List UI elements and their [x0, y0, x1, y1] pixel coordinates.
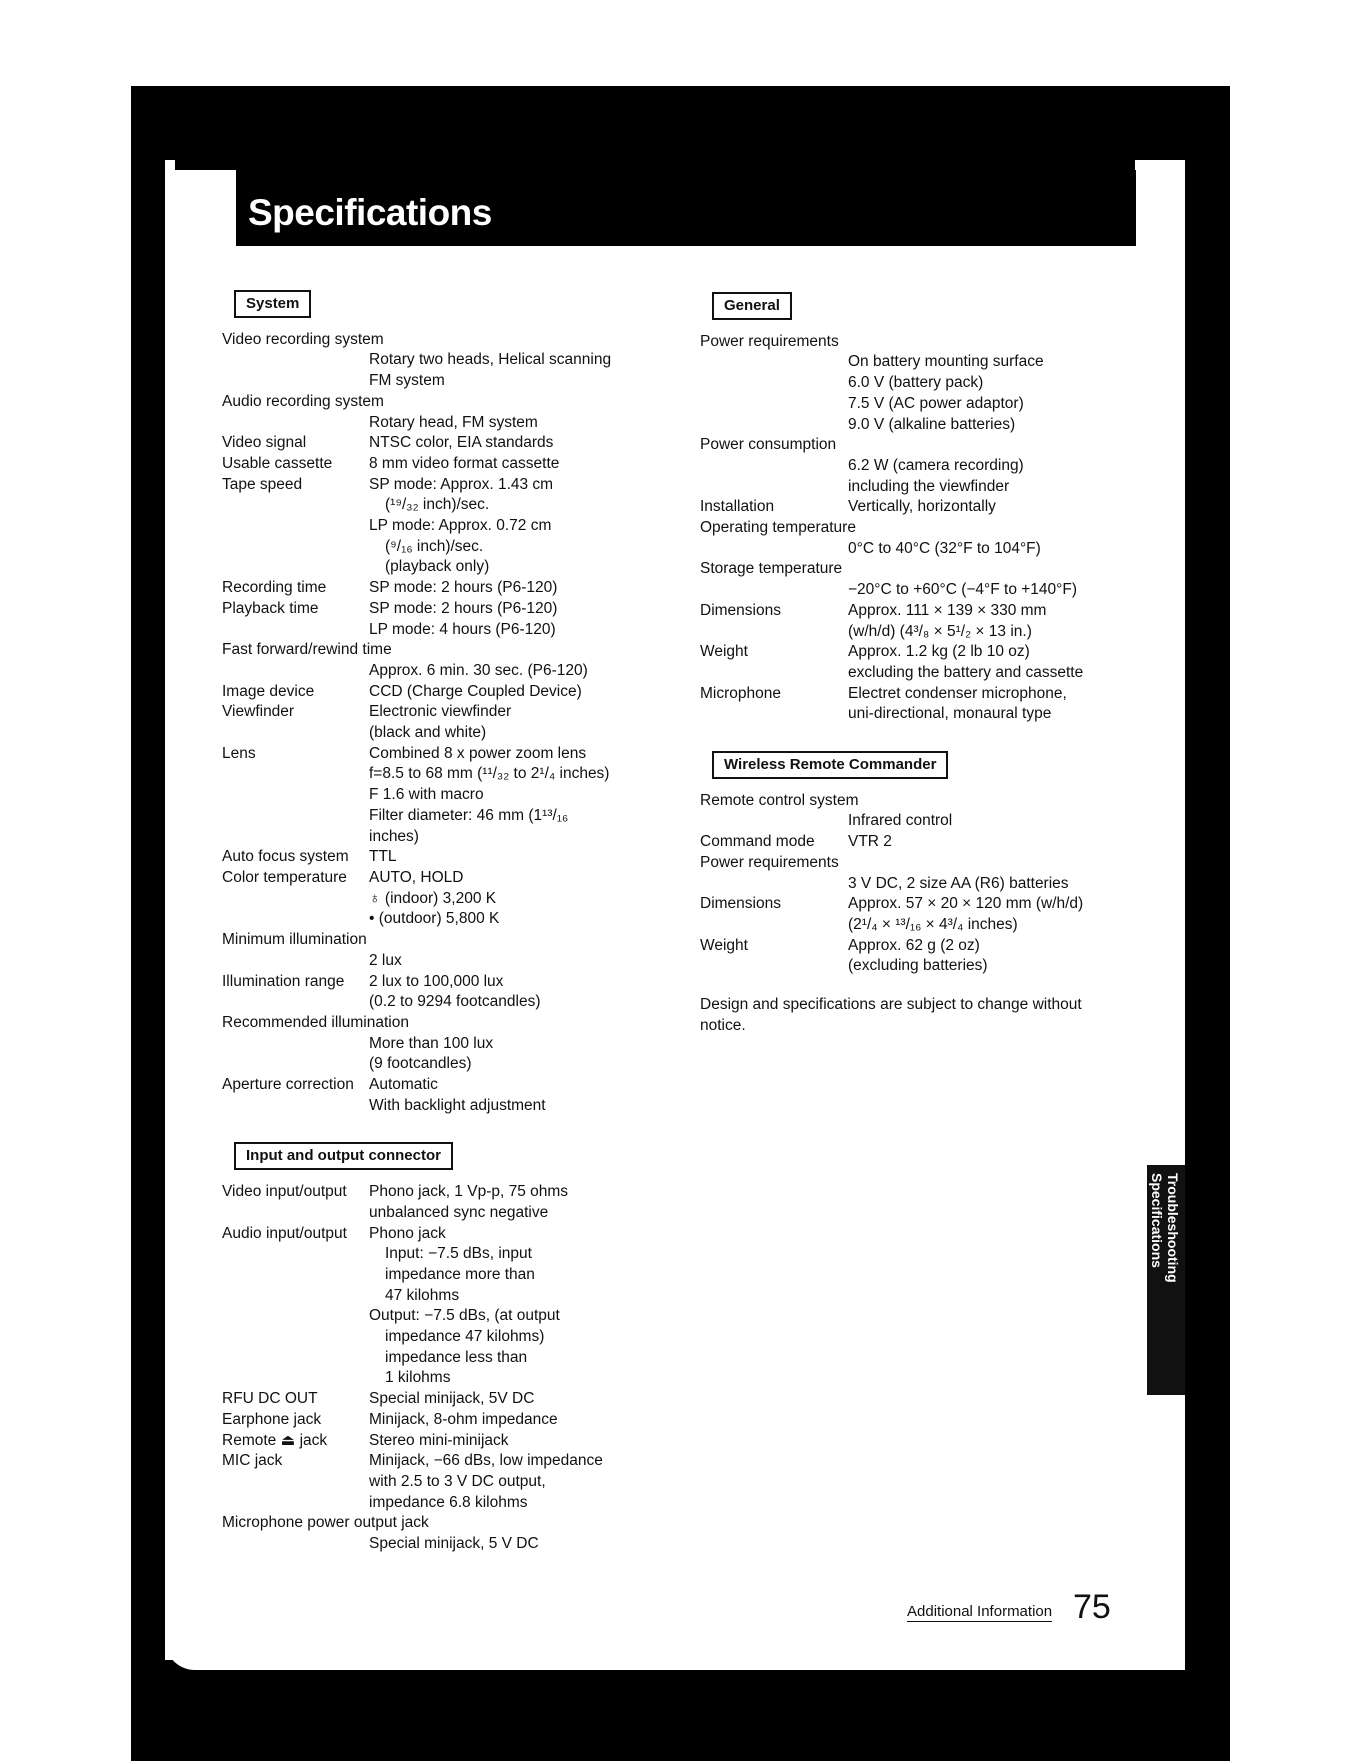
spec-row	[222, 847, 682, 868]
remote-symbol-icon: ⏏	[280, 1431, 296, 1449]
spec-row	[222, 1410, 682, 1431]
spec-label: Weight	[700, 936, 748, 954]
spec-row	[222, 578, 682, 599]
scan-border-right	[1185, 86, 1230, 1761]
spec-label: Color temperature	[222, 868, 347, 886]
spec-value: 2 lux to 100,000 lux	[369, 972, 504, 990]
spec-value: (¹⁹/₃₂ inch)/sec.	[385, 496, 490, 514]
section-heading-general: General	[712, 292, 792, 320]
spec-label: Fast forward/rewind time	[222, 641, 392, 659]
spec-value: Automatic	[369, 1076, 438, 1094]
spec-row	[222, 454, 682, 475]
spec-row	[700, 601, 1130, 622]
spec-value: AUTO, HOLD	[369, 868, 464, 886]
spec-label: RFU DC OUT	[222, 1390, 318, 1408]
spec-label: Viewfinder	[222, 703, 295, 721]
spec-value: Stereo mini-minijack	[369, 1431, 509, 1449]
spec-label: Illumination range	[222, 972, 345, 990]
spec-label: Power requirements	[700, 332, 839, 350]
spec-value: Combined 8 x power zoom lens	[369, 744, 587, 762]
spec-value: Phono jack	[369, 1224, 446, 1242]
remote-label-text: Remote	[222, 1431, 277, 1449]
spec-value: impedance more than	[385, 1265, 535, 1283]
spec-value: TTL	[369, 848, 397, 866]
spec-row	[222, 1075, 682, 1096]
spec-label: Auto focus system	[222, 848, 349, 866]
spec-value: inches)	[369, 827, 419, 845]
left-column	[222, 290, 682, 1555]
spec-row	[222, 1389, 682, 1410]
spec-value: Phono jack, 1 Vp-p, 75 ohms	[369, 1183, 569, 1201]
spec-value: Approx. 57 × 20 × 120 mm (w/h/d)	[848, 895, 1084, 913]
spec-value: Approx. 1.2 kg (2 lb 10 oz)	[848, 643, 1030, 661]
right-column	[700, 292, 1130, 1037]
spec-row	[222, 744, 682, 765]
spec-row	[700, 497, 1130, 518]
spec-row	[222, 599, 682, 620]
section-spacer	[700, 725, 1130, 751]
spec-label: Tape speed	[222, 475, 303, 493]
spec-value: Input: −7.5 dBs, input	[385, 1245, 532, 1263]
spec-value: 3 V DC, 2 size AA (R6) batteries	[848, 874, 1069, 892]
spec-value: unbalanced sync negative	[369, 1203, 549, 1221]
spec-value: (⁹/₁₆ inch)/sec.	[385, 537, 484, 555]
spec-label: Power consumption	[700, 436, 837, 454]
spec-value: 2 lux	[369, 951, 402, 969]
spec-label: Remote control system	[700, 791, 859, 809]
spec-value: (playback only)	[385, 558, 490, 576]
side-tab-line-specifications: Specifications	[1149, 1173, 1165, 1268]
spec-value: Infrared control	[848, 812, 953, 830]
spec-value: with 2.5 to 3 V DC output,	[369, 1472, 546, 1490]
spec-value: Approx. 111 × 139 × 330 mm	[848, 601, 1047, 619]
spec-value: impedance 47 kilohms)	[385, 1328, 545, 1346]
spec-value: 8 mm video format cassette	[369, 454, 560, 472]
spec-value: LP mode: 4 hours (P6-120)	[369, 620, 556, 638]
scan-border-bottom-edge	[165, 1630, 1185, 1670]
spec-label: Video signal	[222, 434, 307, 452]
spec-label: Earphone jack	[222, 1410, 322, 1428]
spec-value: ♁ (indoor) 3,200 K	[369, 889, 497, 907]
spec-value: 0°C to 40°C (32°F to 104°F)	[848, 539, 1041, 557]
spec-value: 9.0 V (alkaline batteries)	[848, 415, 1016, 433]
side-index-tab	[1147, 1165, 1185, 1395]
remote-label-suffix: jack	[299, 1431, 328, 1449]
spec-value: NTSC color, EIA standards	[369, 434, 554, 452]
spec-value: 6.0 V (battery pack)	[848, 374, 984, 392]
spec-label: Lens	[222, 744, 256, 762]
spec-label: Dimensions	[700, 601, 781, 619]
spec-value: • (outdoor) 5,800 K	[369, 910, 500, 928]
spec-row	[222, 868, 682, 889]
scan-border-left-edge	[165, 160, 175, 1630]
spec-value: Filter diameter: 46 mm (1¹³/₁₆	[369, 806, 569, 824]
spec-label: Aperture correction	[222, 1076, 354, 1094]
spec-value: SP mode: Approx. 1.43 cm	[369, 475, 554, 493]
spec-label: Microphone	[700, 684, 781, 702]
spec-label: Power requirements	[700, 853, 839, 871]
spec-label: Audio recording system	[222, 392, 384, 410]
spec-row	[222, 1431, 682, 1452]
scan-margin-right	[1230, 86, 1361, 1761]
spec-value: 47 kilohms	[385, 1286, 460, 1304]
spec-label: MIC jack	[222, 1452, 283, 1470]
spec-row	[700, 894, 1130, 915]
spec-label: Command mode	[700, 833, 815, 851]
section-heading-io: Input and output connector	[234, 1142, 453, 1170]
spec-value: Approx. 62 g (2 oz)	[848, 936, 980, 954]
spec-row	[222, 682, 682, 703]
spec-value: CCD (Charge Coupled Device)	[369, 682, 582, 700]
spec-row	[700, 936, 1130, 957]
spec-value: Electret condenser microphone,	[848, 684, 1067, 702]
spec-row	[222, 475, 682, 496]
spec-row	[700, 684, 1130, 705]
spec-value: Rotary two heads, Helical scanning	[369, 351, 612, 369]
spec-value: (black and white)	[369, 724, 487, 742]
spec-value: (9 footcandles)	[369, 1055, 472, 1073]
spec-row	[700, 642, 1130, 663]
spec-row	[222, 1224, 682, 1245]
specifications-note: Design and specifications are subject to change without notice.	[700, 996, 1082, 1034]
spec-value: SP mode: 2 hours (P6-120)	[369, 579, 558, 597]
spec-value: 6.2 W (camera recording)	[848, 456, 1024, 474]
spec-row	[700, 832, 1130, 853]
scan-border-top	[131, 86, 1230, 170]
footer-section-label: Additional Information	[907, 1603, 1053, 1620]
scan-border-left	[131, 86, 165, 1761]
spec-label: Recommended illumination	[222, 1013, 409, 1031]
spec-label: Minimum illumination	[222, 931, 367, 949]
spec-value: f=8.5 to 68 mm (¹¹/₃₂ to 2¹/₄ inches)	[369, 765, 610, 783]
spec-value: 7.5 V (AC power adaptor)	[848, 394, 1024, 412]
spec-value: LP mode: Approx. 0.72 cm	[369, 517, 552, 535]
spec-label: Audio input/output	[222, 1224, 347, 1242]
spec-value: (0.2 to 9294 footcandles)	[369, 993, 541, 1011]
spec-row	[222, 1451, 682, 1472]
spec-value: FM system	[369, 372, 445, 390]
spec-label: Microphone power output jack	[222, 1514, 429, 1532]
spec-value: VTR 2	[848, 833, 892, 851]
spec-label: Usable cassette	[222, 454, 333, 472]
side-tab-text	[1149, 1173, 1181, 1283]
section-heading-wireless: Wireless Remote Commander	[712, 751, 948, 779]
spec-label: Dimensions	[700, 895, 781, 913]
spec-label: Storage temperature	[700, 560, 843, 578]
spec-value: Rotary head, FM system	[369, 413, 538, 431]
spec-value: Approx. 6 min. 30 sec. (P6-120)	[369, 661, 588, 679]
spec-value: More than 100 lux	[369, 1034, 494, 1052]
spec-label-remote	[222, 1431, 369, 1452]
page-title: Specifications	[248, 192, 492, 233]
spec-value: uni-directional, monaural type	[848, 705, 1052, 723]
spec-value: Output: −7.5 dBs, (at output	[369, 1307, 560, 1325]
spec-value: excluding the battery and cassette	[848, 663, 1084, 681]
spec-label: Recording time	[222, 579, 327, 597]
spec-value: 1 kilohms	[385, 1369, 451, 1387]
spec-label: Operating temperature	[700, 519, 856, 537]
spec-value: Minijack, −66 dBs, low impedance	[369, 1452, 603, 1470]
spec-row	[222, 1182, 682, 1203]
spec-label: Video input/output	[222, 1183, 347, 1201]
spec-value: (2¹/₄ × ¹³/₁₆ × 4³/₄ inches)	[848, 915, 1018, 933]
spec-value: On battery mounting surface	[848, 353, 1044, 371]
spec-value: −20°C to +60°C (−4°F to +140°F)	[848, 581, 1077, 599]
page-number: 75	[1073, 1588, 1111, 1626]
spec-value: Minijack, 8-ohm impedance	[369, 1410, 558, 1428]
spec-value: With backlight adjustment	[369, 1096, 546, 1114]
spec-value: Vertically, horizontally	[848, 498, 996, 516]
spec-value: SP mode: 2 hours (P6-120)	[369, 599, 558, 617]
spec-value: Special minijack, 5 V DC	[369, 1535, 539, 1553]
scan-border-bottom	[131, 1660, 1230, 1761]
spec-value: Electronic viewfinder	[369, 703, 512, 721]
spec-row	[222, 702, 682, 723]
title-bar	[236, 170, 1136, 246]
spec-value: impedance less than	[385, 1348, 528, 1366]
side-tab-line-troubleshooting: Troubleshooting	[1165, 1173, 1181, 1283]
spec-value: (w/h/d) (4³/₈ × 5¹/₂ × 13 in.)	[848, 622, 1032, 640]
spec-label: Playback time	[222, 599, 319, 617]
section-heading-system: System	[234, 290, 311, 318]
spec-value: impedance 6.8 kilohms	[369, 1493, 528, 1511]
spec-row	[222, 433, 682, 454]
spec-label: Installation	[700, 498, 775, 516]
spec-row	[222, 972, 682, 993]
spec-value: Special minijack, 5V DC	[369, 1390, 535, 1408]
spec-label: Video recording system	[222, 330, 384, 348]
spec-label: Image device	[222, 682, 315, 700]
spec-value: F 1.6 with macro	[369, 786, 484, 804]
section-spacer	[222, 1116, 682, 1142]
spec-label: Weight	[700, 643, 748, 661]
spec-value: including the viewfinder	[848, 477, 1010, 495]
spec-value: (excluding batteries)	[848, 957, 988, 975]
